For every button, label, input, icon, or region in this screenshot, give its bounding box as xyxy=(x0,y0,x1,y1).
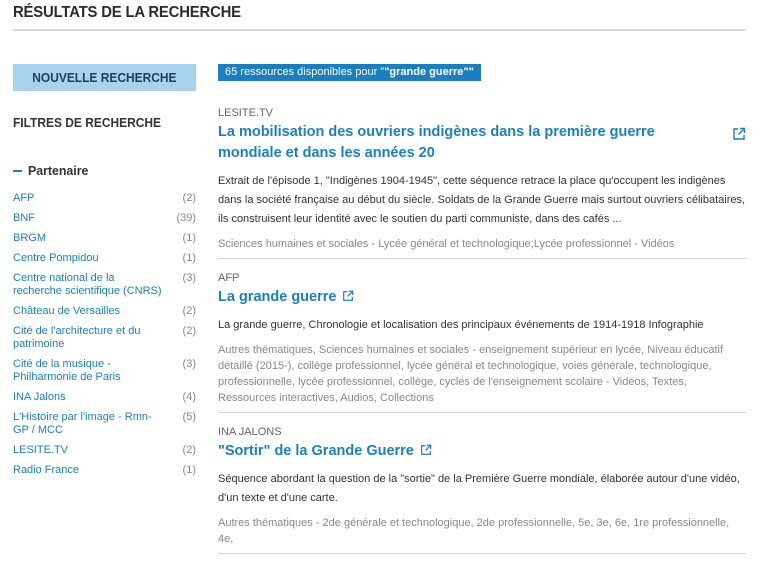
facet-item[interactable] xyxy=(13,325,196,351)
result-meta: Sciences humaines et sociales - Lycée général et technologique;Lycée professionnel - Vidéos xyxy=(218,238,675,250)
result-meta: Autres thématiques - 2de générale et technologique, 2de professionnelle, 5e, 3e, 6e, 1re professionnelle, 4e, xyxy=(218,517,730,545)
result-description: La grande guerre, Chronologie et localisation des principaux événements de 1914-1918 Infographie xyxy=(218,319,704,331)
facet-item-name[interactable]: Centre Pompidou xyxy=(13,252,99,264)
facet-item-name[interactable]: AFP xyxy=(13,192,35,204)
facet-title: Partenaire xyxy=(28,163,89,178)
facet-item-count: (1) xyxy=(182,252,196,264)
facet-item-count: (3) xyxy=(182,272,196,284)
facet-item[interactable] xyxy=(13,252,196,265)
facet-item[interactable] xyxy=(13,358,196,384)
facet-item-count: (1) xyxy=(182,464,196,476)
facet-item[interactable] xyxy=(13,212,196,225)
facet-item-name[interactable]: INA Jalons xyxy=(13,391,66,403)
facet-partner-list xyxy=(13,192,196,484)
result-query: "grande guerre"" xyxy=(384,66,474,78)
facet-item-name[interactable]: BNF xyxy=(13,212,35,224)
result-item xyxy=(218,272,746,413)
facet-item-name[interactable]: Cité de l'architecture et du patrimoine xyxy=(13,325,141,350)
result-count-badge xyxy=(218,64,481,81)
result-meta: Autres thématiques, Sciences humaines et sociales - enseignement supérieur en lycée, Niveau éducatif détaillé (2015-), collège professionnel, lycée général et technologique, voies générale, technologique, professionnelle, lycée professionnel, collège, cycles de l'enseignement scolaire - Vidéos, Textes, Ressources interactives, Audios, Collections xyxy=(218,344,724,404)
page-title: RÉSULTATS DE LA RECHERCHE xyxy=(13,4,241,21)
minus-icon xyxy=(13,170,22,172)
result-item xyxy=(218,107,746,259)
filters-title: FILTRES DE RECHERCHE xyxy=(13,115,161,130)
facet-item[interactable] xyxy=(13,305,196,318)
result-description: Extrait de l'épisode 1, "Indigènes 1904-1945", cette séquence retrace la place qu'occupent les indigènes dans la société française au début du siècle. Soldats de la Grande Guerre mais surtout ouvriers célibataires, ils construisent leur identité avec le soutien du parti communiste, dans des cafés ... xyxy=(218,175,746,225)
external-link-icon[interactable] xyxy=(420,444,432,456)
facet-item[interactable] xyxy=(13,391,196,404)
facet-item[interactable] xyxy=(13,232,196,245)
facet-item-name[interactable]: LESITE.TV xyxy=(13,444,69,456)
facet-item[interactable] xyxy=(13,464,196,477)
result-source: INA JALONS xyxy=(218,426,282,438)
facet-item[interactable] xyxy=(13,192,196,205)
facet-item-name[interactable]: Château de Versailles xyxy=(13,305,121,317)
results-list xyxy=(218,107,746,567)
result-title-link[interactable]: La mobilisation des ouvriers indigènes dans la première guerre mondiale et dans les années 20 xyxy=(218,124,655,161)
result-count-text: 65 ressources disponibles pour " xyxy=(225,66,385,78)
facet-item-count: (2) xyxy=(182,325,196,337)
result-title-link[interactable]: "Sortir" de la Grande Guerre xyxy=(218,443,414,459)
facet-item-count: (2) xyxy=(182,305,196,317)
external-link-icon[interactable] xyxy=(342,290,354,302)
result-title-row xyxy=(218,287,708,308)
facet-item-count: (5) xyxy=(182,411,196,423)
facet-item-name[interactable]: L'Histoire par l'image - Rmn-GP / MCC xyxy=(13,411,152,436)
facet-item-count: (39) xyxy=(176,212,196,224)
facet-item-count: (2) xyxy=(182,192,196,204)
facet-item-count: (1) xyxy=(182,232,196,244)
facet-item-name[interactable]: Centre national de la recherche scientifique (CNRS) xyxy=(13,272,162,297)
new-search-button[interactable]: NOUVELLE RECHERCHE xyxy=(13,64,196,91)
external-link-icon[interactable] xyxy=(732,127,746,141)
facet-item-name[interactable]: BRGM xyxy=(13,232,46,244)
facet-item-name[interactable]: Radio France xyxy=(13,464,80,476)
title-divider xyxy=(13,29,746,31)
result-source: AFP xyxy=(218,272,240,284)
result-item xyxy=(218,426,746,554)
facet-partner-toggle[interactable] xyxy=(13,163,92,178)
facet-item-count: (2) xyxy=(182,444,196,456)
result-title-link[interactable]: La grande guerre xyxy=(218,289,337,305)
facet-item[interactable] xyxy=(13,444,196,457)
facet-item-count: (3) xyxy=(182,358,196,370)
facet-item[interactable] xyxy=(13,272,196,298)
result-title-row xyxy=(218,441,708,462)
result-description: Séquence abordant la question de la "sortie" de la Première Guerre mondiale, élaborée autour d'une vidéo, d'un texte et d'une carte. xyxy=(218,473,740,504)
facet-item-count: (4) xyxy=(182,391,196,403)
facet-item-name[interactable]: Cité de la musique - Philharmonie de Paris xyxy=(13,358,121,383)
facet-item[interactable] xyxy=(13,411,196,437)
result-source: LESITE.TV xyxy=(218,107,274,119)
